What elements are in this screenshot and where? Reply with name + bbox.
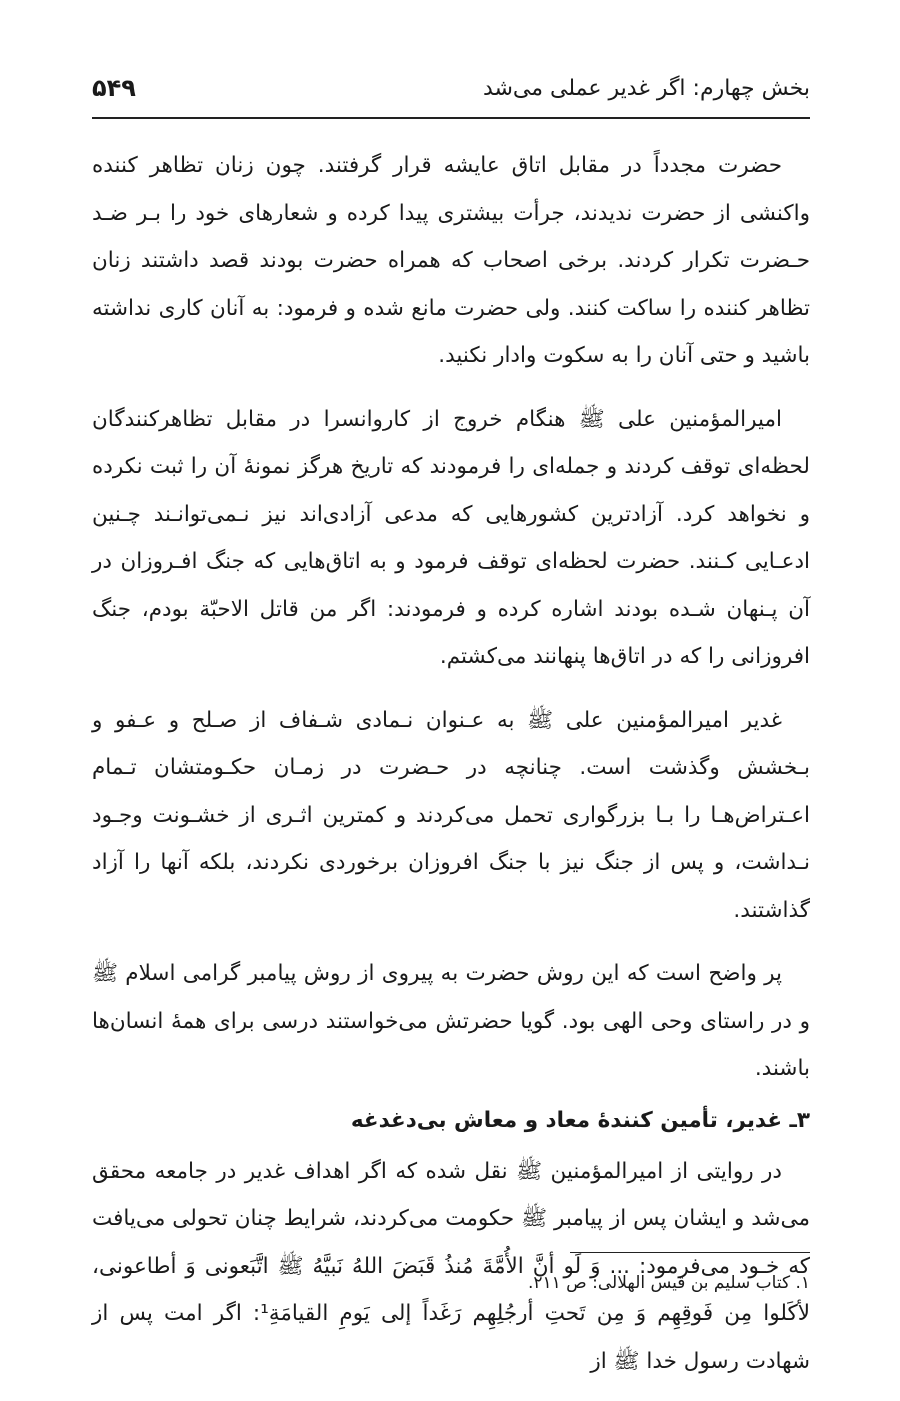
body-text [92,142,810,1401]
page-header [92,66,810,110]
section-heading: ۳ـ غدیر، تأمین کنندهٔ معاد و معاش بی‌دغدغه [350,1107,810,1133]
footnote: ۱. کتاب سلیم بن قیس الهلالی: ص ۲۱۱. [527,1273,810,1293]
running-title: بخش چهارم: اگر غدیر عملی می‌شد [482,75,810,101]
footnote-rule [570,1252,810,1253]
book-page [92,0,810,1390]
paragraph-5: در روایتی از امیرالمؤمنین ﷺ نقل شده که اگر اهداف غدیر در جامعه محقق می‌شد و ایشان پس از پیامبر ﷺ حکومت می‌کردند، شرایط چنان تحولی می‌یافت که خـود می‌فرمود: ... وَ لَو أنَّ الأُمَّةَ مُنذُ قَبَضَ اللهُ نَبیَّهُ ﷺ اتَّبَعونی وَ أطاعونی، لأكَلوا مِن فَوقِهِم وَ مِن تَحتِ أرجُلِهِم رَغَداً إلی یَومِ القیامَةِ¹: اگر امت پس از شهادت رسول خدا ﷺ از [92,1158,810,1374]
paragraph-1: حضرت مجدداً در مقابل اتاق عایشه قرار گرفتند. چون زنان تظاهر کننده واکنشی از حضرت ندیدند، جرأت بیشتری پیدا کرده و شعارهای خود را بـر ضـد حـضرت تکرار کردند. برخی اصحاب که همراه حضرت بودند قصد داشتند زنان تظاهر کننده را ساکت کنند. ولی حضرت مانع شده و فرمود: به آنان کاری نداشته باشید و حتی آنان را به سکوت وادار نکنید. [92,153,810,368]
page-number: ۵۴۹ [92,74,136,102]
paragraph-4: پر واضح است که این روش حضرت به پیروی از روش پیامبر گرامی اسلام ﷺ و در راستای وحی الهی بود. گویا حضرتش می‌خواستند درسی برای همهٔ انسان‌ها باشند. [92,961,810,1081]
paragraph-2: امیرالمؤمنین علی ﷺ هنگام خروج از کاروانسرا در مقابل تظاهرکنندگان لحظه‌ای توقف کردند و جمله‌ای را فرمودند که تاریخ هرگز نمونهٔ آن را ثبت نکرده و نخواهد کرد. آزادترین کشورهایی که مدعی آزادی‌اند نیز نـمی‌توانـند چـنین ادعـایی کـنند. حضرت لحظه‌ای توقف فرمود و به اتاق‌هایی که جنگ افـروزان در آن پـنهان شـده بودند اشاره کرده و فرمودند: اگر من قاتل الاحبّة بودم، جنگ افروزانی را که در اتاق‌ها پنهانند می‌کشتم. [92,406,810,669]
paragraph-3: غدیر امیرالمؤمنین علی ﷺ به عـنوان نـمادی شـفاف از صـلح و عـفو و بـخشش وگذشت است. چنانچه در حـضرت در زمـان حکـومتشان تـمام اعـتراض‌هـا را بـا بزرگواری تحمل می‌کردند و کمترین اثـری از خشـونت وجـود نـداشت، و پس از جنگ نیز با جنگ افروزان برخوردی نکردند، بلکه آنها را آزاد گذاشتند. [92,707,810,923]
header-rule [92,117,810,119]
